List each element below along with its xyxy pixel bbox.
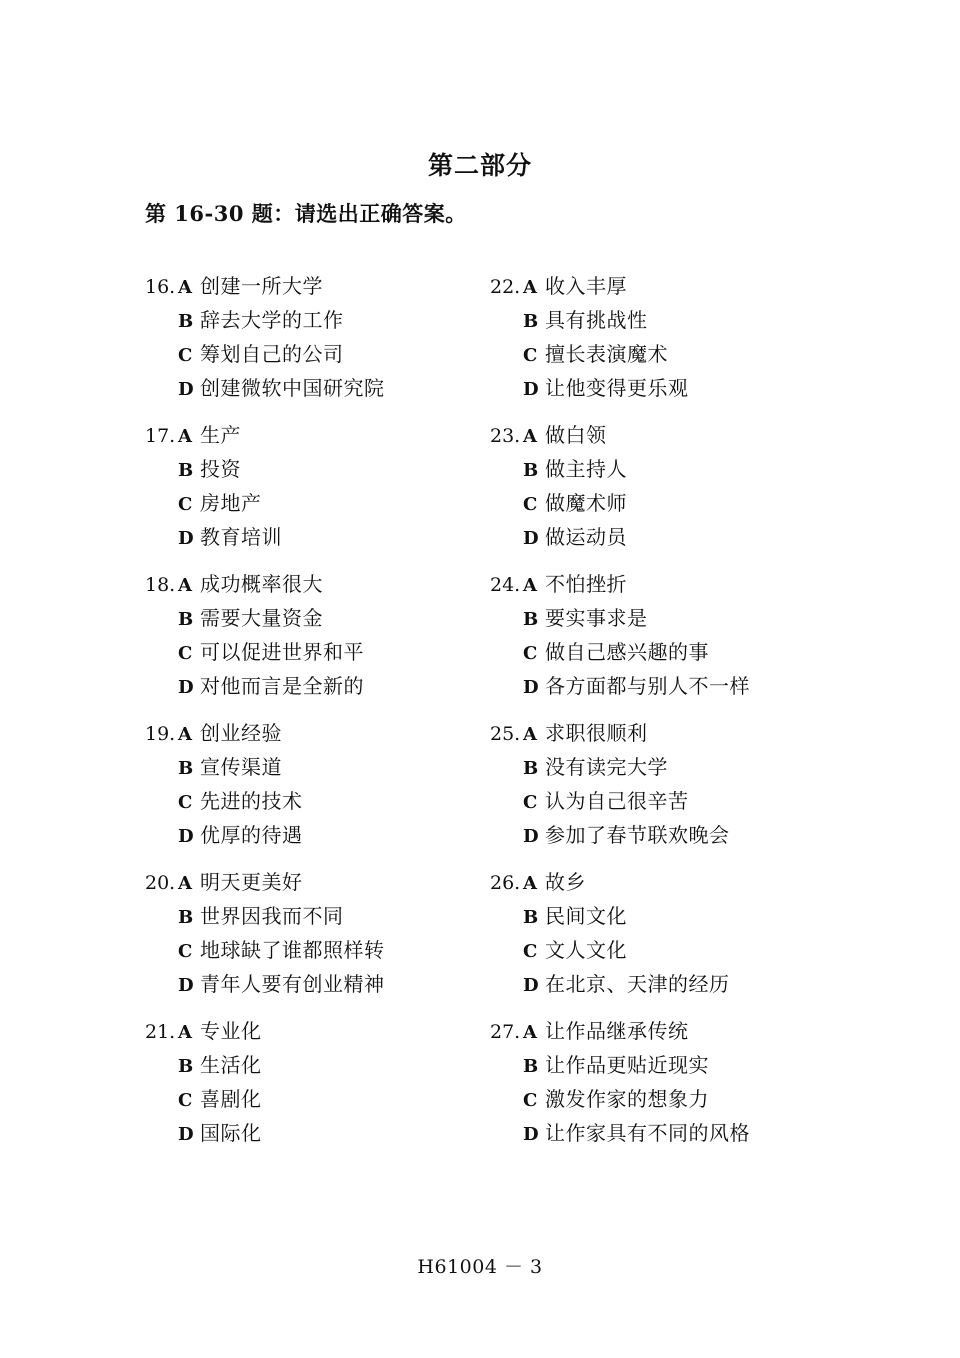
option-text: 先进的技术 [200, 789, 303, 813]
option-text: 做运动员 [545, 525, 627, 549]
option-letter: A [523, 873, 537, 894]
option-text: 辞去大学的工作 [200, 308, 344, 332]
option-text: 擅长表演魔术 [545, 342, 668, 366]
option-letter: C [178, 643, 193, 664]
option-letter: D [523, 379, 539, 400]
option-row[interactable] [145, 608, 485, 642]
option-letter: A [178, 724, 192, 745]
option-row[interactable] [490, 906, 890, 940]
option-letter: C [523, 941, 538, 962]
option-text: 对他而言是全新的 [200, 674, 364, 698]
option-letter: C [523, 643, 538, 664]
option-text: 做自己感兴趣的事 [545, 640, 709, 664]
option-text: 认为自己很辛苦 [545, 789, 689, 813]
option-text: 没有读完大学 [545, 755, 668, 779]
option-row[interactable] [145, 906, 485, 940]
option-text: 要实事求是 [545, 606, 648, 630]
option-text: 做主持人 [545, 457, 627, 481]
option-row[interactable] [145, 940, 485, 974]
option-letter: D [178, 677, 194, 698]
option-row[interactable] [490, 493, 890, 527]
option-row[interactable] [490, 723, 890, 757]
option-row[interactable] [490, 872, 890, 906]
question-block [490, 723, 890, 859]
option-text: 世界因我而不同 [200, 904, 344, 928]
option-text: 民间文化 [545, 904, 627, 928]
option-letter: B [178, 907, 194, 928]
option-text: 成功概率很大 [200, 572, 323, 596]
option-letter: D [178, 975, 194, 996]
option-letter: A [523, 724, 537, 745]
option-letter: B [523, 311, 539, 332]
option-text: 具有挑战性 [545, 308, 648, 332]
option-row[interactable] [490, 310, 890, 344]
question-number: 17. [145, 425, 176, 447]
option-letter: B [178, 609, 194, 630]
option-letter: A [178, 575, 192, 596]
option-text: 房地产 [200, 491, 262, 515]
question-number: 24. [490, 574, 521, 596]
option-row[interactable] [490, 757, 890, 791]
option-row[interactable] [145, 676, 485, 710]
option-text: 筹划自己的公司 [200, 342, 344, 366]
option-row[interactable] [145, 1123, 485, 1157]
option-row[interactable] [490, 1123, 890, 1157]
option-row[interactable] [490, 642, 890, 676]
option-letter: A [523, 277, 537, 298]
question-block [145, 276, 485, 412]
option-text: 让他变得更乐观 [545, 376, 689, 400]
question-column-right [490, 276, 890, 1170]
option-letter: D [523, 1124, 539, 1145]
option-row[interactable] [490, 1021, 890, 1055]
instruction-line: 第 16-30 题：请选出正确答案。 [145, 201, 467, 226]
option-text: 创业经验 [200, 721, 282, 745]
option-text: 激发作家的想象力 [545, 1087, 709, 1111]
option-text: 喜剧化 [200, 1087, 262, 1111]
option-letter: D [523, 826, 539, 847]
option-row[interactable] [145, 757, 485, 791]
option-row[interactable] [490, 425, 890, 459]
option-row[interactable] [145, 276, 485, 310]
question-number: 21. [145, 1021, 176, 1043]
question-column-left [145, 276, 485, 1170]
option-text: 生产 [200, 423, 241, 447]
option-row[interactable] [490, 825, 890, 859]
option-text: 专业化 [200, 1019, 262, 1043]
option-row[interactable] [145, 1089, 485, 1123]
option-letter: A [523, 1022, 537, 1043]
option-row[interactable] [145, 825, 485, 859]
option-letter: B [523, 460, 539, 481]
option-text: 参加了春节联欢晚会 [545, 823, 730, 847]
option-letter: B [523, 1056, 539, 1077]
option-letter: B [178, 1056, 194, 1077]
option-text: 创建微软中国研究院 [200, 376, 385, 400]
option-letter: C [178, 1090, 193, 1111]
question-block [490, 872, 890, 1008]
option-row[interactable] [490, 1055, 890, 1089]
option-letter: A [178, 426, 192, 447]
option-letter: B [523, 609, 539, 630]
question-number: 20. [145, 872, 176, 894]
option-letter: D [178, 1124, 194, 1145]
option-letter: D [523, 528, 539, 549]
option-letter: C [178, 494, 193, 515]
option-text: 做魔术师 [545, 491, 627, 515]
option-row[interactable] [490, 527, 890, 561]
question-number: 22. [490, 276, 521, 298]
option-text: 让作品更贴近现实 [545, 1053, 709, 1077]
option-row[interactable] [490, 676, 890, 710]
option-letter: A [523, 575, 537, 596]
option-row[interactable] [145, 1021, 485, 1055]
option-text: 创建一所大学 [200, 274, 323, 298]
option-letter: B [178, 311, 194, 332]
page-footer: H61004 － 3 [417, 1256, 543, 1278]
option-text: 让作家具有不同的风格 [545, 1121, 750, 1145]
option-text: 宣传渠道 [200, 755, 282, 779]
option-text: 投资 [200, 457, 241, 481]
page-title: 第二部分 [427, 151, 532, 180]
question-block [490, 1021, 890, 1157]
option-row[interactable] [145, 310, 485, 344]
question-number: 26. [490, 872, 521, 894]
question-block [145, 1021, 485, 1157]
option-text: 文人文化 [545, 938, 627, 962]
option-row[interactable] [145, 642, 485, 676]
option-letter: D [178, 826, 194, 847]
option-letter: C [523, 494, 538, 515]
option-row[interactable] [145, 574, 485, 608]
option-text: 青年人要有创业精神 [200, 972, 385, 996]
option-text: 故乡 [545, 870, 586, 894]
option-letter: D [523, 975, 539, 996]
option-text: 各方面都与别人不一样 [545, 674, 750, 698]
option-row[interactable] [145, 425, 485, 459]
option-text: 国际化 [200, 1121, 262, 1145]
option-letter: C [178, 941, 193, 962]
option-letter: C [523, 792, 538, 813]
option-text: 收入丰厚 [545, 274, 627, 298]
option-row[interactable] [145, 344, 485, 378]
question-block [145, 872, 485, 1008]
option-letter: A [178, 873, 192, 894]
option-row[interactable] [490, 344, 890, 378]
option-letter: A [523, 426, 537, 447]
option-row[interactable] [490, 940, 890, 974]
question-block [490, 276, 890, 412]
option-letter: B [523, 907, 539, 928]
option-letter: B [523, 758, 539, 779]
option-row[interactable] [145, 872, 485, 906]
option-row[interactable] [490, 791, 890, 825]
option-letter: A [178, 1022, 192, 1043]
question-block [145, 574, 485, 710]
option-text: 生活化 [200, 1053, 262, 1077]
question-block [145, 425, 485, 561]
option-text: 可以促进世界和平 [200, 640, 364, 664]
option-letter: D [178, 528, 194, 549]
option-letter: C [178, 345, 193, 366]
question-number: 19. [145, 723, 176, 745]
option-text: 教育培训 [200, 525, 282, 549]
option-row[interactable] [490, 378, 890, 412]
question-number: 23. [490, 425, 521, 447]
option-row[interactable] [490, 974, 890, 1008]
option-text: 优厚的待遇 [200, 823, 303, 847]
option-letter: C [178, 792, 193, 813]
question-number: 16. [145, 276, 176, 298]
option-text: 求职很顺利 [545, 721, 648, 745]
option-letter: D [178, 379, 194, 400]
option-text: 让作品继承传统 [545, 1019, 689, 1043]
question-number: 25. [490, 723, 521, 745]
question-block [145, 723, 485, 859]
option-row[interactable] [145, 493, 485, 527]
option-letter: C [523, 345, 538, 366]
option-row[interactable] [145, 378, 485, 412]
question-block [490, 425, 890, 561]
option-row[interactable] [145, 527, 485, 561]
question-number: 27. [490, 1021, 521, 1043]
option-text: 明天更美好 [200, 870, 303, 894]
question-block [490, 574, 890, 710]
option-letter: B [178, 758, 194, 779]
option-letter: D [523, 677, 539, 698]
option-text: 需要大量资金 [200, 606, 323, 630]
option-letter: A [178, 277, 192, 298]
option-text: 在北京、天津的经历 [545, 972, 730, 996]
option-text: 做白领 [545, 423, 607, 447]
option-text: 地球缺了谁都照样转 [200, 938, 385, 962]
option-row[interactable] [145, 791, 485, 825]
option-row[interactable] [145, 459, 485, 493]
option-row[interactable] [490, 1089, 890, 1123]
option-row[interactable] [490, 459, 890, 493]
option-row[interactable] [145, 723, 485, 757]
option-row[interactable] [145, 1055, 485, 1089]
question-number: 18. [145, 574, 176, 596]
option-row[interactable] [490, 608, 890, 642]
option-row[interactable] [490, 574, 890, 608]
option-letter: C [523, 1090, 538, 1111]
option-row[interactable] [490, 276, 890, 310]
option-letter: B [178, 460, 194, 481]
option-text: 不怕挫折 [545, 572, 627, 596]
option-row[interactable] [145, 974, 485, 1008]
